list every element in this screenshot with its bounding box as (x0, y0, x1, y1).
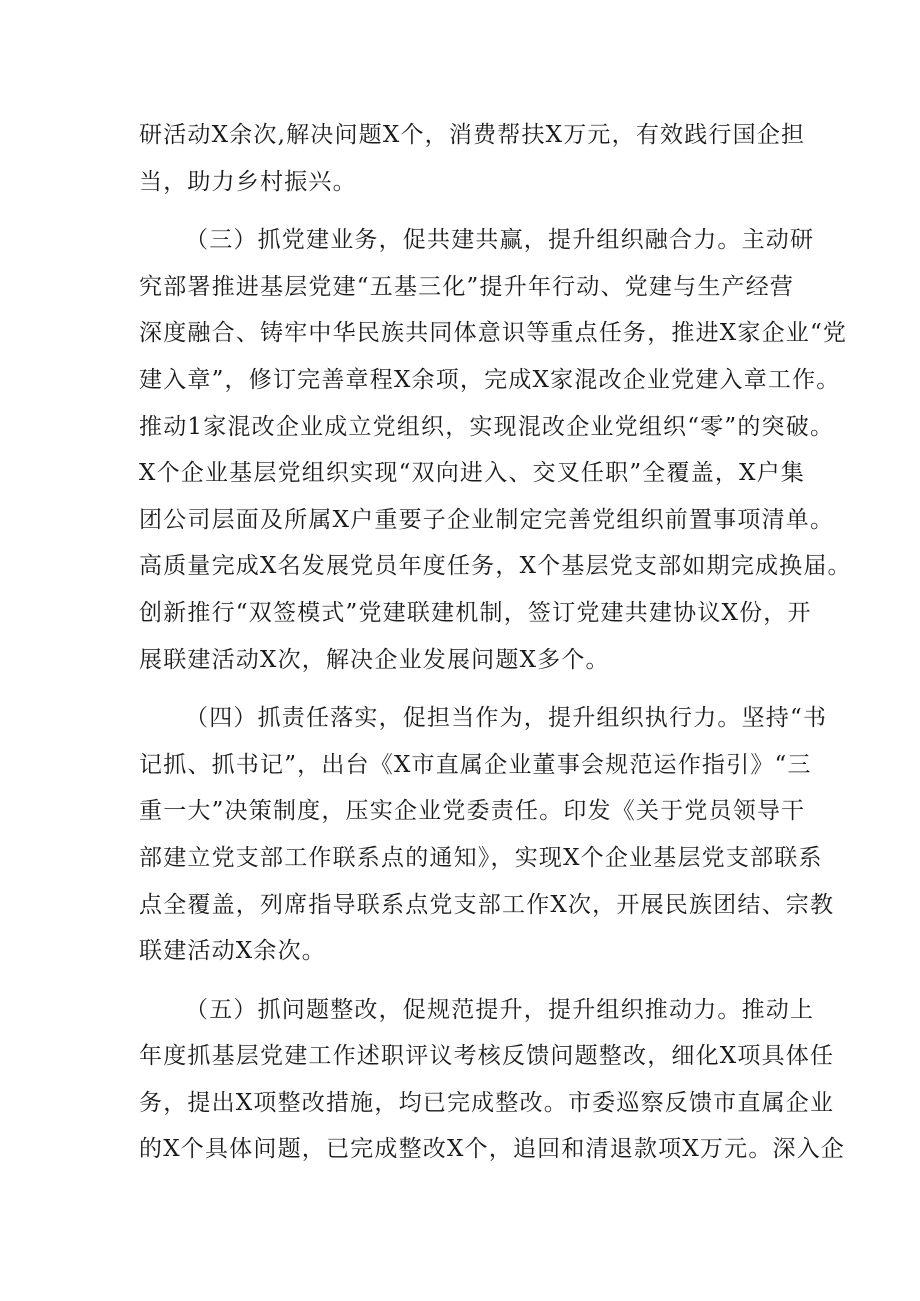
text-line: 重一大”决策制度，压实企业党委责任。印发《关于党员领导干 (139, 798, 806, 825)
paragraph-gap (139, 205, 799, 217)
text-line: 高质量完成X名发展党员年度任务，X个基层党支部如期完成换届。 (139, 553, 852, 580)
text-line: 深度融合、铸牢中华民族共同体意识等重点任务，推进X家企业“党 (139, 320, 848, 347)
text-line: 当，助力乡村振兴。 (139, 168, 357, 195)
text-line: 部建立党支部工作联系点的通知》，实现X个企业基层党支部联系 (139, 844, 823, 871)
body-text (139, 112, 852, 1173)
text-line: 年度抓基层党建工作述职评议考核反馈问题整改，细化X项具体任 (139, 1043, 835, 1070)
text-line: 的X个具体问题，已完成整改X个，追回和清退款项X万元。深入企 (139, 1136, 846, 1163)
text-line: 究部署推进基层党建“五基三化”提升年行动、党建与生产经营 (139, 273, 795, 300)
text-line: 记抓、抓书记”，出台《X市直属企业董事会规范运作指引》“三 (139, 751, 812, 778)
text-line: 展联建活动X次，解决企业发展问题X多个。 (139, 646, 610, 673)
text-line: 联建活动X余次。 (139, 938, 326, 965)
text-line: 团公司层面及所属X户重要子企业制定完善党组织前置事项清单。 (139, 506, 835, 533)
text-line: 创新推行“双签模式”党建联建机制，签订党建共建协议X份，开 (139, 599, 812, 626)
paragraph-heading-line: （五）抓问题整改，促规范提升，提升组织推动力。推动上 (185, 996, 815, 1023)
text-line: 点全覆盖，列席指导联系点党支部工作X次，开展民族团结、宗教 (139, 891, 835, 918)
text-line: 推动1家混改企业成立党组织，实现混改企业党组织“零”的突破。 (139, 413, 835, 440)
paragraph-gap (139, 683, 799, 695)
paragraph-gap (139, 975, 799, 987)
paragraph-heading-line: （四）抓责任落实，促担当作为，提升组织执行力。坚持“书 (185, 705, 828, 732)
text-line: X个企业基层党组织实现“双向进入、交叉任职”全覆盖，X户集 (139, 460, 806, 487)
text-line: 建入章”，修订完善章程X余项，完成X家混改企业党建入章工作。 (139, 366, 841, 393)
paragraph-heading-line: （三）抓党建业务，促共建共赢，提升组织融合力。主动研 (185, 227, 815, 254)
text-line: 研活动X余次,解决问题X个，消费帮扶X万元，有效践行国企担 (139, 122, 806, 148)
text-line: 务，提出X项整改措施，均已完成整改。市委巡察反馈市直属企业 (139, 1089, 835, 1116)
